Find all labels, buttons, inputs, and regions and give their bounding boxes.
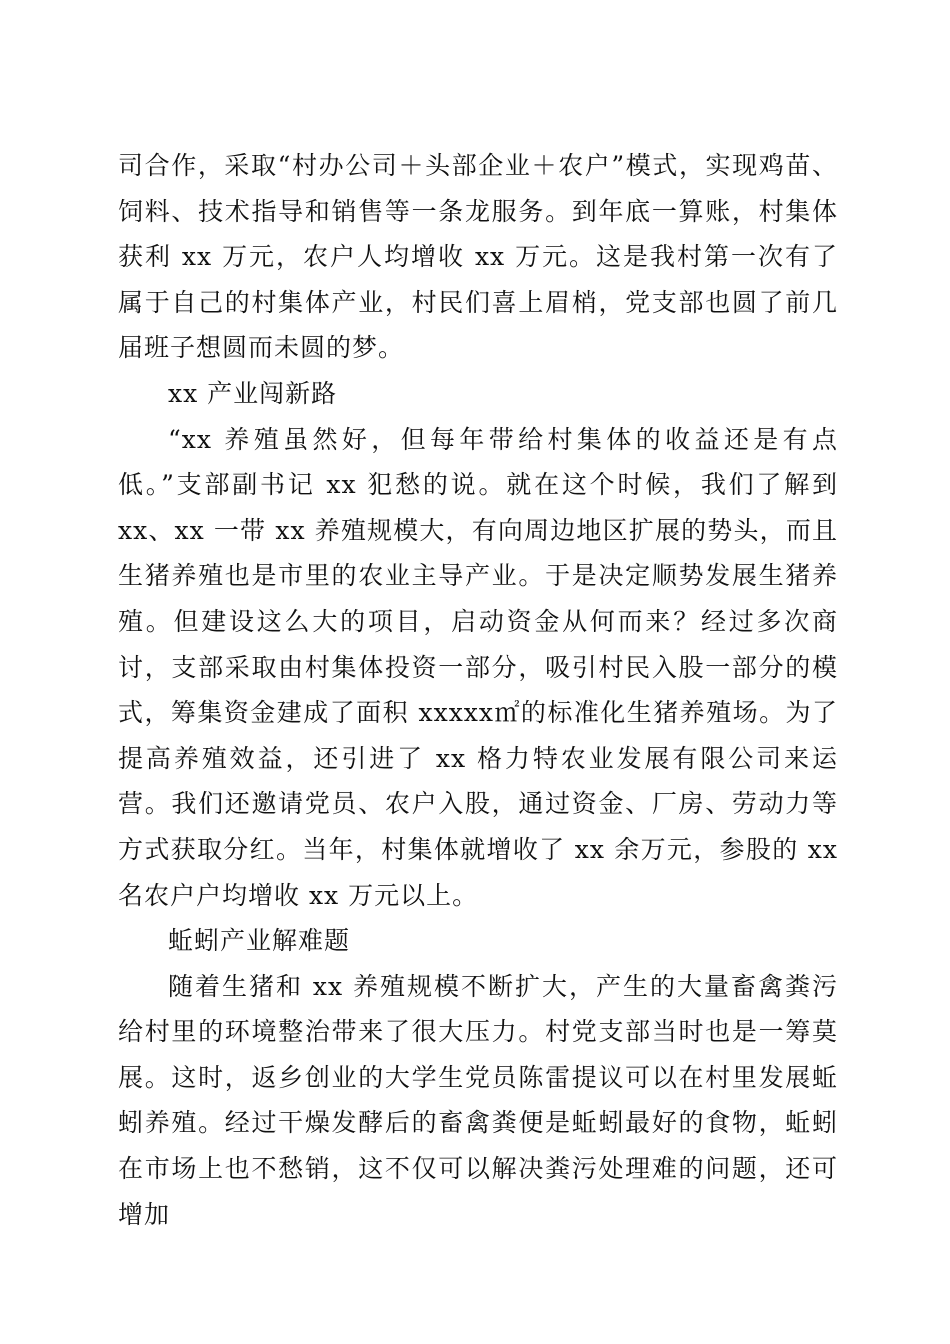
section-heading-earthworm-industry: 蚯蚓产业解难题 bbox=[168, 926, 351, 956]
paragraph-earthworm-farming: 随着生猪和 xx 养殖规模不断扩大，产生的大量畜禽粪污给村里的环境整治带来了很大压力。村党支部当时也是一筹莫展。这时，返乡创业的大学生党员陈雷提议可以在村里发展蚯蚓养殖。经过干燥发酵后的畜禽粪便是蚯蚓最好的食物，蚯蚓在市场上也不愁销，这不仅可以解决粪污处理难的问题，还可增加 bbox=[118, 971, 838, 1229]
paragraph-continuation: 司合作，采取“村办公司＋头部企业＋农户”模式，实现鸡苗、饲料、技术指导和销售等一条龙服务。到年底一算账，村集体获利 xx 万元，农户人均增收 xx 万元。这是我村第一次有了属于自己的村集体产业，村民们喜上眉梢，党支部也圆了前几届班子想圆而未圆的梦。 bbox=[118, 151, 838, 363]
section-heading-xx-industry: xx 产业闯新路 bbox=[168, 378, 338, 408]
paragraph-pig-farming: “xx 养殖虽然好，但每年带给村集体的收益还是有点低。”支部副书记 xx 犯愁的说。就在这个时候，我们了解到 xx、xx 一带 xx 养殖规模大，有向周边地区扩展的势头，而且生猪养殖也是市里的农业主导产业。于是决定顺势发展生猪养殖。但建设这么大的项目，启动资金从何而来？经过多次商讨，支部采取由村集体投资一部分，吸引村民入股一部分的模式，筹集资金建成了面积 xxxxx㎡的标准化生猪养殖场。为了提高养殖效益，还引进了 xx 格力特农业发展有限公司来运营。我们还邀请党员、农户入股，通过资金、厂房、劳动力等方式获取分红。当年，村集体就增收了 xx 余万元，参股的 xx 名农户户均增收 xx 万元以上。 bbox=[118, 424, 838, 910]
document-body bbox=[118, 143, 838, 1237]
